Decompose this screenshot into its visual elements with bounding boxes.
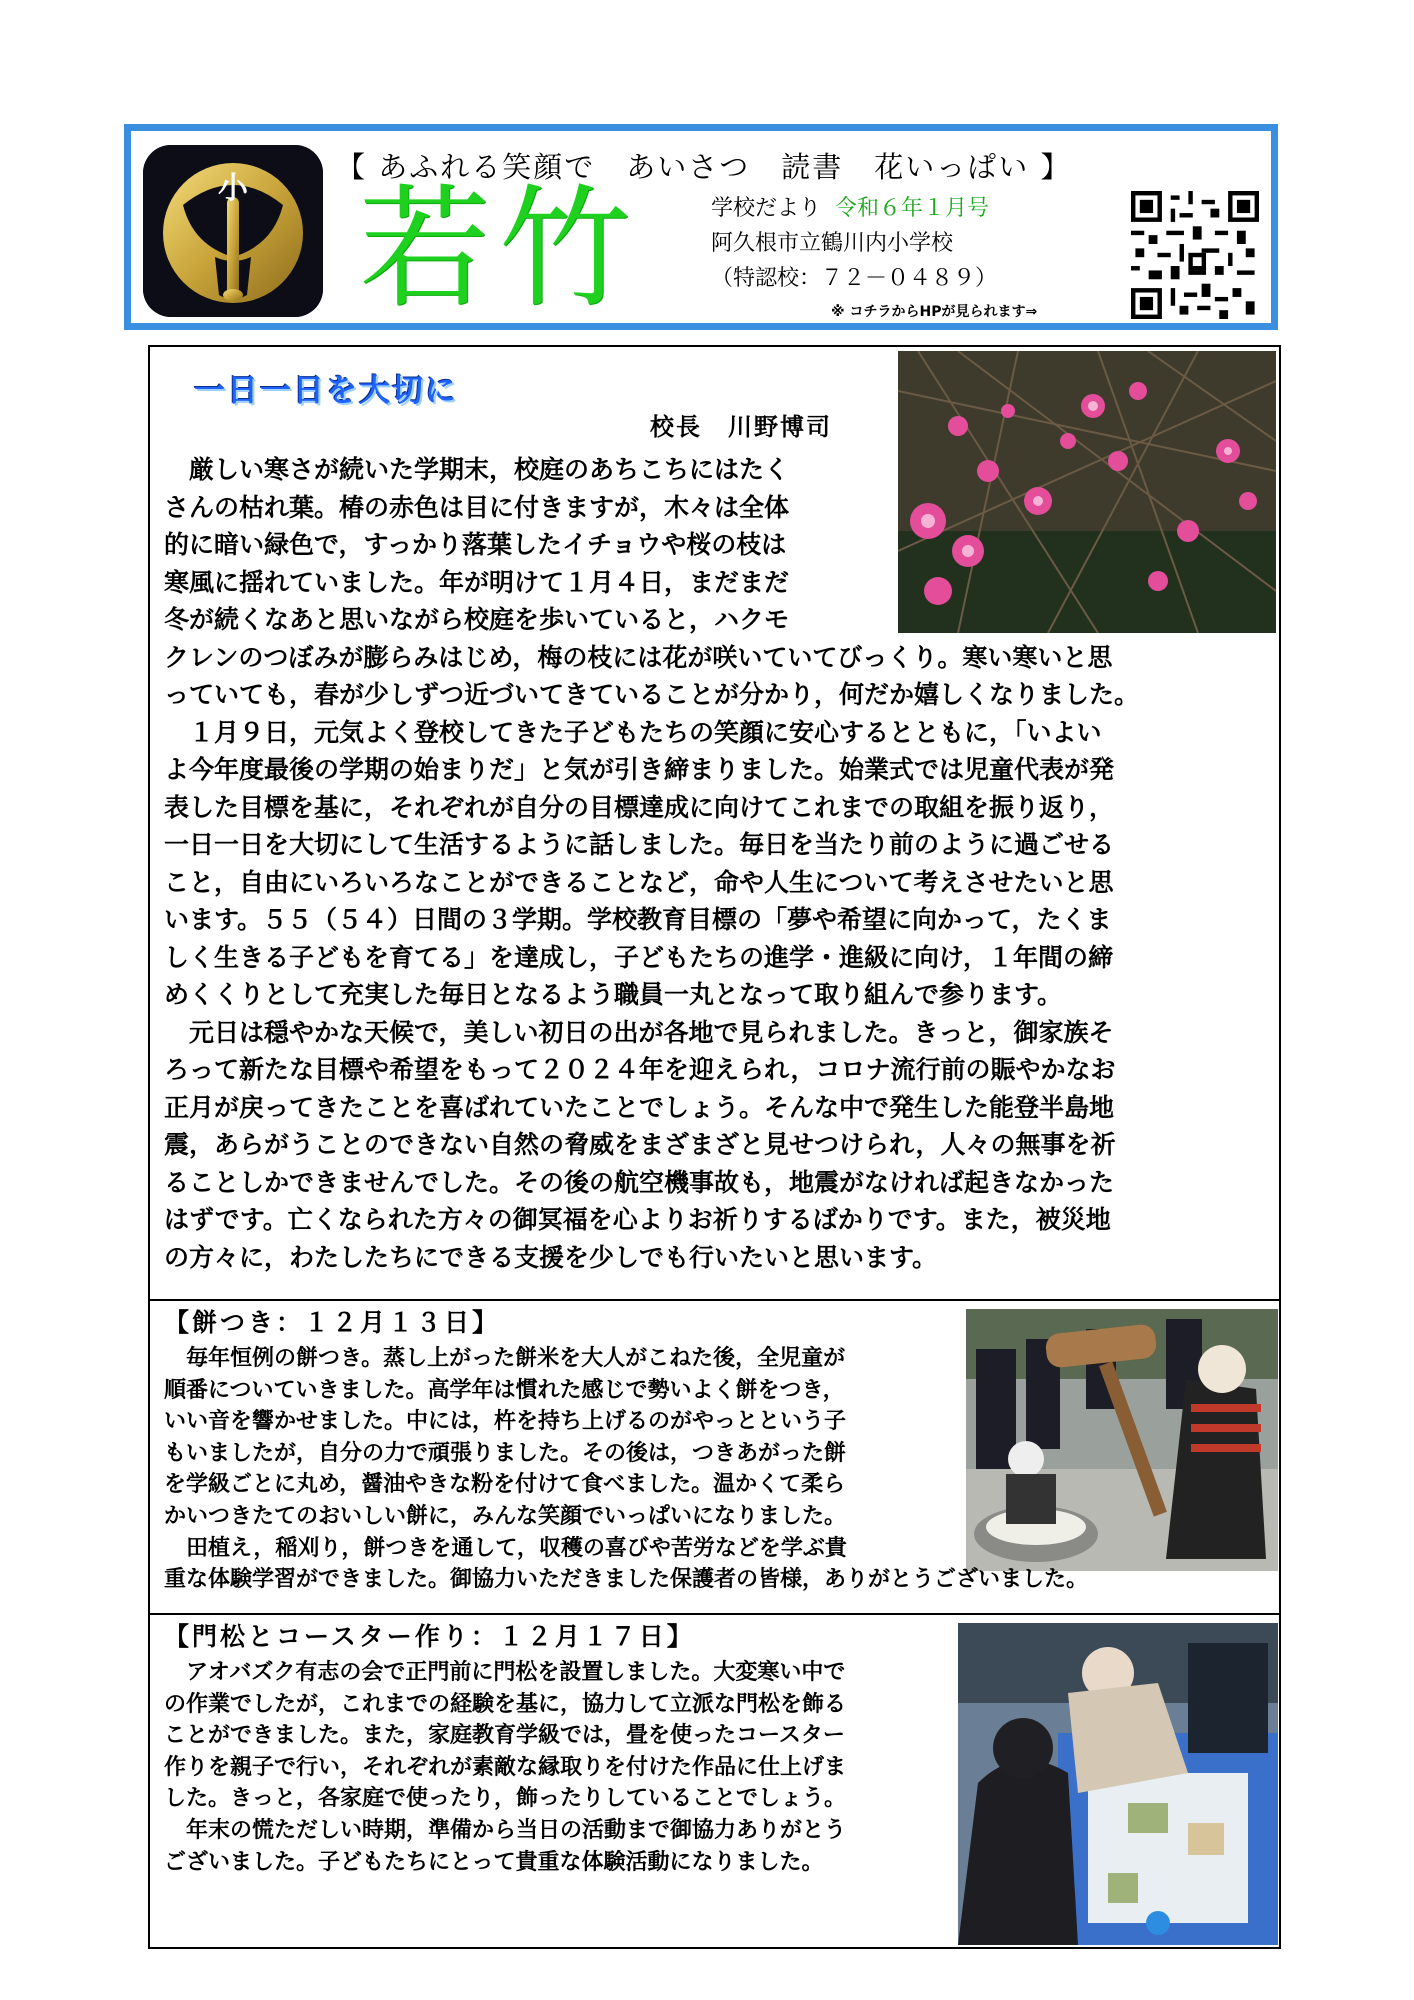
text-line: クレンのつぼみが膨らみはじめ，梅の枝には花が咲いていてびっくり。寒い寒いと思	[164, 642, 1113, 672]
school-name: 阿久根市立鶴川内小学校	[711, 231, 954, 256]
text-line: はずです。亡くなられた方々の御冥福を心よりお祈りするばかりです。また，被災地	[164, 1205, 1111, 1234]
text-line: 作りを親子で行い，それぞれが素敵な縁取りを付けた作品に仕上げま	[164, 1754, 847, 1780]
text-line: こと，自由にいろいろなことができることなど，命や人生について考えさせたいと思	[164, 867, 1114, 897]
text-line: 年末の慌ただしい時期，準備から当日の活動まで御協力ありがとう	[164, 1817, 847, 1843]
text-line: しく生きる子どもを育てる」を達成し，子どもたちの進学・進級に向け，１年間の締	[164, 942, 1114, 972]
text-line: 厳しい寒さが続いた学期末，校庭のあちこちにはたく	[164, 455, 790, 484]
newsletter-label: 学校だより	[711, 196, 822, 221]
homepage-qr-code[interactable]	[1131, 191, 1259, 319]
text-line: 元日は穏やかな天候で，美しい初日の出が各地で見られました。きっと，御家族そ	[164, 1017, 1114, 1047]
text-line: めくくりとして充実した毎日となるよう職員一丸となって取り組んで参ります。	[164, 980, 1063, 1009]
text-line: っていても，春が少しずつ近づいてきていることが分かり，何だか嬉しくなりました。	[164, 680, 1140, 709]
section-divider	[150, 1299, 1279, 1301]
author-line: 校長 川野博司	[650, 413, 832, 441]
issue-date: 令和６年１月号	[835, 196, 990, 221]
text-line: もいましたが，自分の力で頑張りました。その後は，つきあがった餅	[164, 1440, 847, 1466]
text-line: 毎年恒例の餅つき。蒸し上がった餅米を大人がこねた後，全児童が	[164, 1346, 846, 1371]
text-line: ことができました。また，家庭教育学級では，畳を使ったコースター	[164, 1723, 845, 1749]
text-line: 寒風に揺れていました。年が明けて１月４日，まだまだ	[164, 567, 790, 597]
text-line: を学級ごとに丸め，醤油やきな粉を付けて食べました。温かくて柔ら	[164, 1472, 846, 1498]
section-title-kadomatsu: 【門松とコースター作り：１２月１７日】	[164, 1622, 695, 1651]
school-motto: 【 あふれる笑顔で あいさつ 読書 花いっぱい 】	[336, 150, 1072, 184]
text-line: 一日一日を大切にして生活するように話しました。毎日を当たり前のように過ごせる	[164, 830, 1115, 859]
text-line: 重な体験学習ができました。御協力いただきました保護者の皆様，ありがとうございました。	[164, 1567, 1089, 1593]
text-line: 冬が続くなあと思いながら校庭を歩いていると，ハクモ	[164, 605, 790, 634]
newsletter-title: 若竹	[359, 172, 639, 326]
section-divider	[150, 1613, 1279, 1615]
emblem-char: 小	[218, 171, 248, 206]
text-line: 正月が戻ってきたことを喜ばれていたことでしょう。そんな中で発生した能登半島地	[164, 1092, 1115, 1122]
school-designation: （特認校：７２－０４８９）	[711, 266, 998, 291]
text-line: 順番についていきました。高学年は慣れた感じで勢いよく餅をつき，	[164, 1377, 845, 1403]
text-line: いい音を響かせました。中には，杵を持ち上げるのがやっとという子	[164, 1409, 847, 1435]
text-line: 田植え，稲刈り，餅つきを通して，収穫の喜びや苦労などを学ぶ貴	[164, 1535, 847, 1561]
text-line: ろって新たな目標や希望をもって２０２４年を迎えられ，コロナ流行前の賑やかなお	[164, 1055, 1116, 1084]
masthead	[124, 124, 1278, 330]
text-line: した。きっと，各家庭で使ったり，飾ったりしていることでしょう。	[164, 1786, 847, 1812]
text-line: の作業でしたが，これまでの経験を基に，協力して立派な門松を飾る	[164, 1691, 847, 1717]
text-line: 表した目標を基に，それぞれが自分の目標達成に向けてこれまでの取組を振り返り，	[164, 792, 1115, 822]
text-line: の方々に，わたしたちにできる支援を少しでも行いたいと思います。	[164, 1242, 938, 1272]
section-title-mochi: 【餅つき：１２月１３日】	[164, 1308, 501, 1337]
text-line: かいつきたてのおいしい餅に，みんな笑顔でいっぱいになりました。	[164, 1503, 847, 1529]
text-line: います。５５（５４）日間の３学期。学校教育目標の「夢や希望に向かって，たくま	[164, 905, 1112, 934]
mochi-article	[164, 1343, 1088, 1596]
issue-line	[711, 191, 989, 222]
text-line: よ今年度最後の学期の始まりだ」と気が引き締まりました。始業式では児童代表が発	[164, 755, 1115, 784]
text-line: ございました。子どもたちにとって貴重な体験活動になりました。	[164, 1849, 824, 1875]
coaster-making-photo	[958, 1623, 1278, 1945]
text-line: アオバズク有志の会で正門前に門松を設置しました。大変寒い中で	[164, 1660, 846, 1685]
school-emblem	[143, 145, 323, 317]
principal-message	[164, 451, 1274, 1276]
text-line: さんの枯れ葉。椿の赤色は目に付きますが，木々は全体	[164, 492, 790, 522]
text-line: １月９日，元気よく登校してきた子どもたちの笑顔に安心するとともに，「いよい	[164, 717, 1102, 747]
hp-note: ※ コチラからHPが見られます⇒	[831, 304, 1038, 320]
newsletter-body	[148, 345, 1281, 1949]
kadomatsu-article	[164, 1657, 846, 1878]
section-title-principal: 一日一日を大切に	[194, 373, 458, 409]
text-line: 的に暗い緑色で，すっかり落葉したイチョウや桜の枝は	[164, 530, 787, 559]
text-line: 震，あらがうことのできない自然の脅威をまざまざと見せつけられ，人々の無事を祈	[164, 1130, 1116, 1159]
text-line: ることしかできませんでした。その後の航空機事故も，地震がなければ起きなかった	[164, 1167, 1115, 1197]
